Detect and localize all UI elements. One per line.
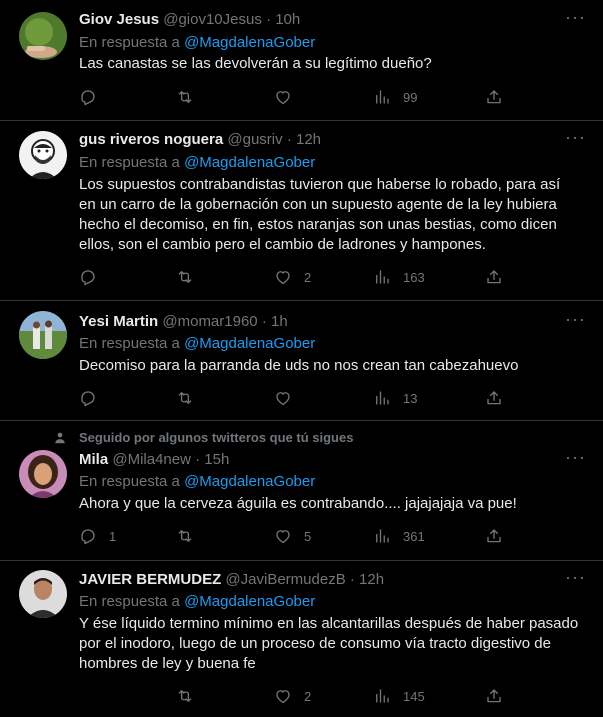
social-context-text: Seguido por algunos twitteros que tú sigues — [79, 430, 354, 445]
retweet-icon — [176, 268, 194, 286]
tweet-text: Las canastas se las devolverán a su legítimo dueño? — [79, 55, 432, 72]
views-count: 13 — [403, 390, 418, 406]
more-icon[interactable]: ··· — [565, 309, 586, 329]
action-bar — [79, 686, 509, 706]
retweet-icon — [176, 527, 194, 545]
views-icon — [373, 268, 391, 286]
tweet-text: Y ése líquido termino mínimo en las alcantarillas después de haber pasado por el inodoro, luego de un proceso de consumo vía tracto digestivo de hombres de ley y buena fe — [79, 615, 579, 672]
reply-context — [79, 34, 315, 51]
handle[interactable]: @JaviBermudezB — [225, 571, 346, 588]
reply-button[interactable] — [79, 267, 109, 287]
like-icon — [274, 268, 292, 286]
reply-icon — [79, 389, 97, 407]
action-bar — [79, 267, 509, 287]
share-icon — [485, 268, 503, 286]
separator: · — [286, 131, 292, 148]
handle[interactable]: @giov10Jesus — [163, 11, 262, 28]
retweet-button[interactable] — [176, 686, 206, 706]
reply-button[interactable] — [79, 686, 109, 706]
tweet-header — [79, 313, 288, 330]
separator: · — [349, 571, 355, 588]
like-count: 2 — [304, 688, 312, 704]
tweet[interactable] — [0, 561, 603, 717]
views-icon — [373, 389, 391, 407]
reply-prefix: En respuesta a — [79, 593, 180, 610]
views-icon — [373, 687, 391, 705]
share-button[interactable] — [485, 388, 503, 408]
handle[interactable]: @momar1960 — [162, 313, 258, 330]
like-icon — [274, 687, 292, 705]
display-name[interactable]: gus riveros noguera — [79, 131, 224, 148]
reply-context — [79, 593, 315, 610]
timestamp[interactable]: 10h — [275, 11, 301, 28]
more-icon[interactable]: ··· — [565, 127, 586, 147]
tweet-header — [79, 571, 384, 588]
views-button[interactable] — [373, 87, 417, 107]
avatar[interactable] — [19, 311, 67, 359]
avatar[interactable] — [19, 12, 67, 60]
views-button[interactable] — [373, 267, 425, 287]
reply-icon — [79, 88, 97, 106]
views-count: 361 — [403, 528, 425, 544]
reply-prefix: En respuesta a — [79, 34, 180, 51]
retweet-button[interactable] — [176, 87, 206, 107]
separator: · — [195, 451, 201, 468]
views-icon — [373, 88, 391, 106]
person-icon — [53, 431, 67, 445]
tweet-header — [79, 131, 321, 148]
tweet-text: Los supuestos contrabandistas tuvieron que haberse lo robado, para así en un carro de la gobernación con un supuesto agente de la ley hubiera hecho el decomiso, en fin, estos naranjas son unas bestias, como dicen ellos, son el cambio pero el cambio de ladrones y hampones. — [79, 176, 561, 253]
like-count: 5 — [304, 528, 312, 544]
more-icon[interactable]: ··· — [565, 447, 586, 467]
views-count: 163 — [403, 269, 425, 285]
separator: · — [266, 11, 272, 28]
tweet-text: Ahora y que la cerveza águila es contrabando.... jajajajaja va pue! — [79, 495, 517, 512]
timestamp[interactable]: 12h — [359, 571, 385, 588]
like-count: 2 — [304, 269, 312, 285]
like-button[interactable] — [274, 686, 311, 706]
like-button[interactable] — [274, 388, 304, 408]
timestamp[interactable]: 15h — [204, 451, 230, 468]
share-icon — [485, 88, 503, 106]
share-icon — [485, 687, 503, 705]
share-button[interactable] — [485, 87, 503, 107]
handle[interactable]: @Mila4new — [112, 451, 191, 468]
display-name[interactable]: Giov Jesus — [79, 11, 160, 28]
tweet-header — [79, 11, 300, 28]
reply-count: 1 — [109, 528, 117, 544]
more-icon[interactable]: ··· — [565, 567, 586, 587]
retweet-icon — [176, 88, 194, 106]
like-icon — [274, 88, 292, 106]
action-bar — [79, 388, 509, 408]
reply-context — [79, 154, 315, 171]
tweet[interactable] — [0, 421, 603, 561]
reply-icon — [79, 268, 97, 286]
share-button[interactable] — [485, 526, 503, 546]
tweet[interactable] — [0, 301, 603, 421]
share-icon — [485, 527, 503, 545]
views-icon — [373, 527, 391, 545]
reply-mention-link[interactable]: @MagdalenaGober — [184, 593, 316, 610]
reply-mention-link[interactable]: @MagdalenaGober — [184, 473, 316, 490]
share-icon — [485, 389, 503, 407]
like-button[interactable] — [274, 267, 311, 287]
like-icon — [274, 389, 292, 407]
tweet-text: Decomiso para la parranda de uds no nos crean tan cabezahuevo — [79, 357, 519, 374]
reply-button[interactable] — [79, 526, 116, 546]
retweet-icon — [176, 687, 194, 705]
retweet-button[interactable] — [176, 526, 206, 546]
avatar[interactable] — [19, 131, 67, 179]
reply-context — [79, 473, 315, 490]
more-icon[interactable]: ··· — [565, 7, 586, 27]
handle[interactable]: @gusriv — [227, 131, 283, 148]
like-icon — [274, 527, 292, 545]
timestamp[interactable]: 1h — [271, 313, 288, 330]
reply-button[interactable] — [79, 87, 109, 107]
like-button[interactable] — [274, 526, 311, 546]
display-name[interactable]: JAVIER BERMUDEZ — [79, 571, 222, 588]
views-button[interactable] — [373, 388, 417, 408]
views-count: 99 — [403, 89, 418, 105]
views-button[interactable] — [373, 526, 425, 546]
retweet-icon — [176, 389, 194, 407]
views-button[interactable] — [373, 686, 425, 706]
reply-mention-link[interactable]: @MagdalenaGober — [184, 34, 316, 51]
reply-button[interactable] — [79, 388, 109, 408]
reply-context — [79, 335, 315, 352]
display-name[interactable]: Mila — [79, 451, 109, 468]
retweet-button[interactable] — [176, 267, 206, 287]
tweet-header — [79, 451, 229, 468]
action-bar — [79, 526, 509, 546]
views-count: 145 — [403, 688, 425, 704]
tweet[interactable] — [0, 0, 603, 121]
avatar[interactable] — [19, 570, 67, 618]
share-button[interactable] — [485, 686, 503, 706]
timestamp[interactable]: 12h — [295, 131, 322, 148]
avatar[interactable] — [19, 450, 67, 498]
reply-mention-link[interactable]: @MagdalenaGober — [184, 335, 316, 352]
reply-prefix: En respuesta a — [79, 473, 180, 490]
share-button[interactable] — [485, 267, 503, 287]
display-name[interactable]: Yesi Martin — [79, 313, 159, 330]
separator: · — [261, 313, 267, 330]
action-bar — [79, 87, 509, 107]
retweet-button[interactable] — [176, 388, 206, 408]
reply-prefix: En respuesta a — [79, 154, 180, 171]
reply-mention-link[interactable]: @MagdalenaGober — [184, 154, 316, 171]
tweet[interactable] — [0, 121, 603, 301]
like-button[interactable] — [274, 87, 304, 107]
reply-prefix: En respuesta a — [79, 335, 180, 352]
social-context — [53, 430, 353, 445]
reply-icon — [79, 527, 97, 545]
